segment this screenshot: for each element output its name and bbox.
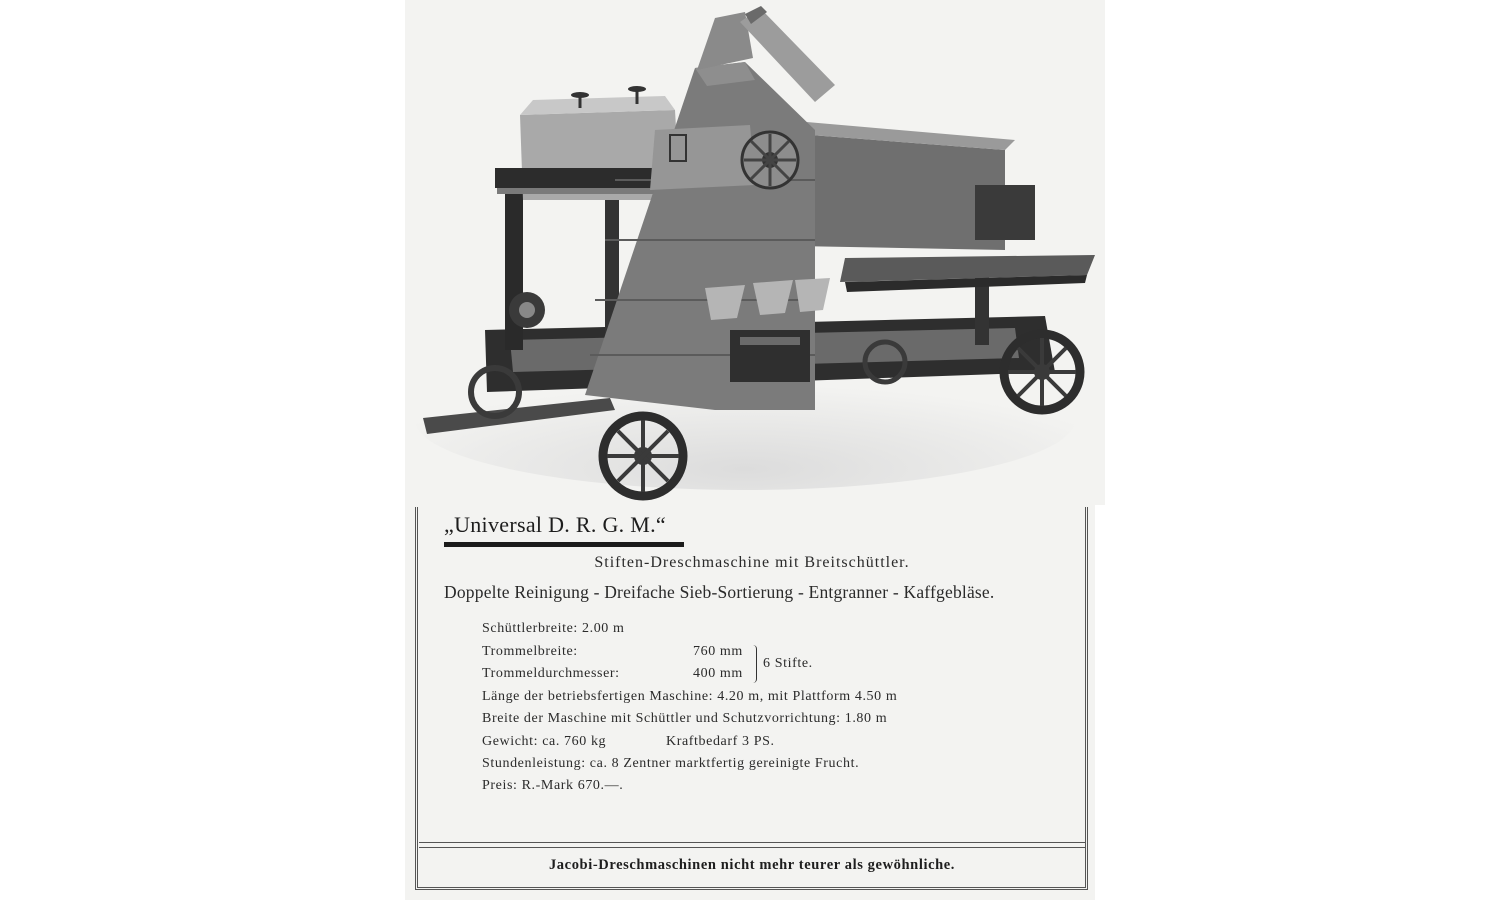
feature-line: Doppelte Reinigung - Dreifache Sieb-Sortierung - Entgranner - Kaffgebläse.: [444, 582, 995, 602]
product-subtitle: Stiften-Dreschmaschine mit Breitschüttler.: [594, 554, 910, 571]
spec-stifte: 6 Stifte.: [763, 656, 813, 671]
product-title: „Universal D. R. G. M.“: [444, 512, 666, 537]
footer-slogan: Jacobi-Dreschmaschinen nicht mehr teurer als gewöhnliche.: [548, 857, 956, 873]
spec-laenge: Länge der betriebsfertigen Maschine: 4.20 m, mit Plattform 4.50 m: [482, 689, 898, 704]
spec-trommelbreite-value: 760 mm: [693, 644, 743, 659]
spec-schuettlerbreite: Schüttlerbreite: 2.00 m: [482, 621, 625, 636]
spec-preis: Preis: R.-Mark 670.—.: [482, 778, 624, 793]
spec-brace: [750, 645, 757, 683]
spec-trommelbreite-label: Trommelbreite:: [482, 644, 578, 659]
spec-gewicht: Gewicht: ca. 760 kg: [482, 734, 607, 749]
threshing-machine-photo: [415, 0, 1105, 505]
spec-kraftbedarf: Kraftbedarf 3 PS.: [666, 734, 775, 749]
spec-stundenleistung: Stundenleistung: ca. 8 Zentner marktfertig gereinigte Frucht.: [482, 756, 860, 771]
spec-breite: Breite der Maschine mit Schüttler und Schutzvorrichtung: 1.80 m: [482, 711, 888, 726]
footer-divider: [419, 842, 1085, 848]
spec-trommeldurchmesser-value: 400 mm: [693, 666, 743, 681]
spec-trommeldurchmesser-label: Trommeldurchmesser:: [482, 666, 620, 681]
title-underline: [444, 542, 684, 547]
